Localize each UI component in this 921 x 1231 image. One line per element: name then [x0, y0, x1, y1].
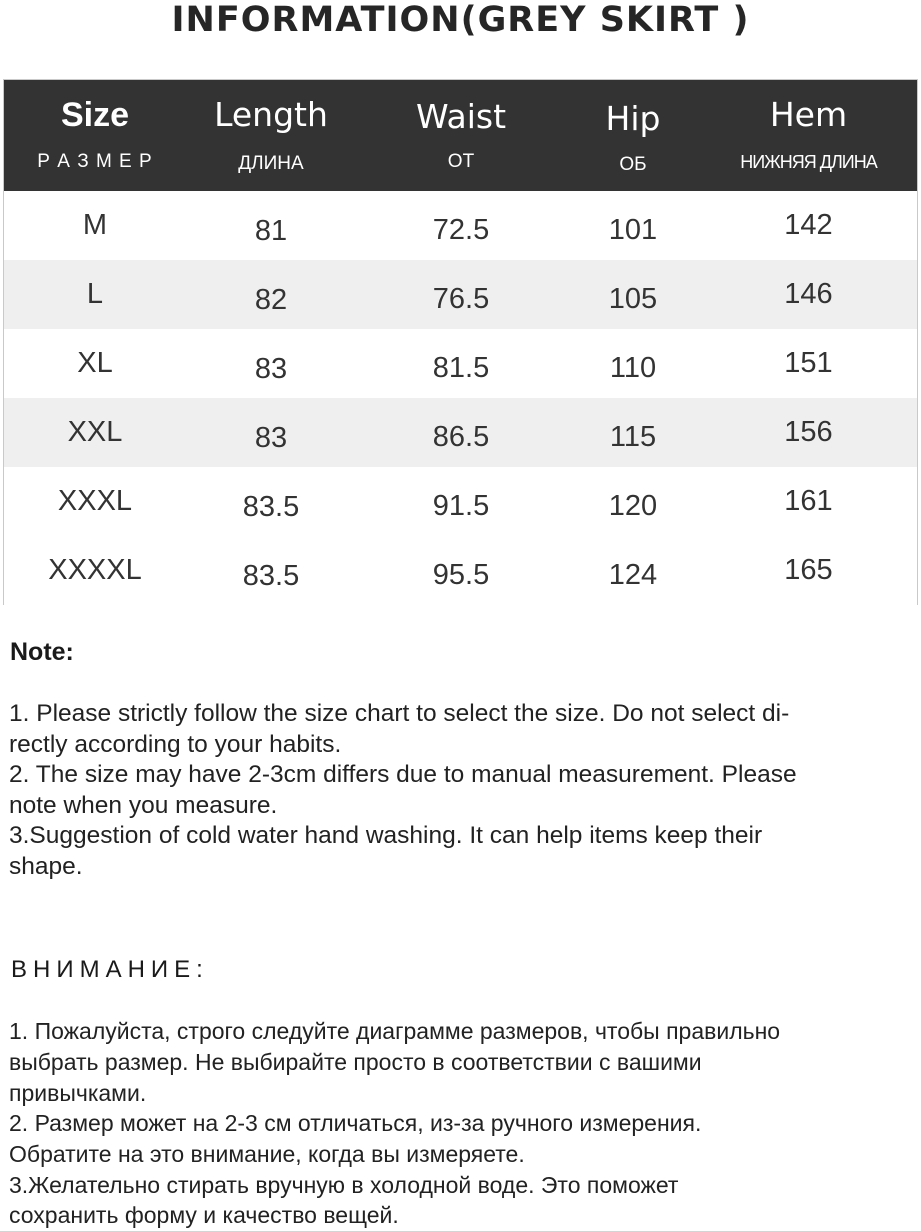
cell-size: XXXXL [48, 554, 142, 586]
header-size-label: Size [60, 96, 130, 134]
cell-hip: 120 [608, 490, 658, 522]
cell-hem: 146 [784, 278, 833, 310]
ru-note-line: 1. Пожалуйста, строго следуйте диаграмме размеров, чтобы правильно [9, 1018, 781, 1044]
note-line: rectly according to your habits. [9, 731, 342, 758]
ru-note-line: сохранить форму и качество вещей. [9, 1202, 399, 1228]
note-line: shape. [9, 853, 83, 880]
cell-size: XL [77, 347, 113, 379]
header-hem-ru: НИЖНЯЯ ДЛИНА [740, 152, 877, 172]
cell-length: 81 [254, 215, 288, 247]
cell-hem: 156 [784, 416, 833, 448]
cell-hip: 115 [609, 421, 657, 453]
cell-length: 83.5 [242, 491, 300, 523]
header-waist-label: Waist [415, 97, 507, 136]
header-hem-label: Hem [769, 95, 848, 134]
cell-hem: 151 [784, 347, 833, 379]
table-row [4, 467, 917, 536]
cell-waist: 76.5 [432, 283, 490, 315]
header-waist [356, 80, 566, 191]
note-line: note when you measure. [9, 792, 278, 819]
header-length-label: Length [214, 95, 328, 134]
cell-hip: 105 [608, 283, 658, 315]
cell-waist: 91.5 [432, 490, 490, 522]
cell-size: XXL [67, 416, 123, 448]
ru-note-line: привычками. [9, 1080, 147, 1106]
header-hem [700, 80, 917, 191]
cell-size: XXXL [57, 485, 133, 517]
table-row [4, 536, 917, 605]
cell-hip: 101 [608, 214, 658, 246]
header-hip-ru: ОБ [619, 154, 647, 175]
ru-note-heading: ВНИМАНИЕ: [11, 956, 209, 983]
cell-waist: 86.5 [432, 421, 490, 453]
header-hip-label: Hip [605, 99, 661, 138]
cell-hip: 110 [609, 352, 657, 384]
table-row [4, 260, 917, 329]
cell-waist: 81.5 [432, 352, 490, 384]
cell-hem: 142 [784, 209, 833, 241]
cell-hip: 124 [608, 559, 658, 591]
ru-note-line: Обратите на это внимание, когда вы измеряете. [9, 1141, 525, 1167]
cell-size: M [82, 209, 108, 241]
header-length-ru: ДЛИНА [238, 153, 304, 174]
header-size [4, 80, 186, 191]
table-header [4, 80, 917, 191]
note-line: 2. The size may have 2-3cm differs due to manual measurement. Please [9, 761, 797, 788]
note-line: 3.Suggestion of cold water hand washing. It can help items keep their [9, 822, 763, 849]
ru-note-line: выбрать размер. Не выбирайте просто в соответствии с вашими [9, 1049, 702, 1075]
header-waist-ru: ОТ [447, 151, 475, 172]
note-heading: Note: [10, 638, 74, 666]
header-size-ru: Р А З М Е Р [37, 151, 153, 172]
cell-length: 82 [254, 284, 288, 316]
table-row [4, 329, 917, 398]
size-chart-table [3, 79, 918, 605]
cell-hem: 161 [784, 485, 833, 517]
header-hip [566, 80, 700, 191]
cell-hem: 165 [784, 554, 833, 586]
cell-length: 83.5 [242, 560, 300, 592]
page-title: INFORMATION(GREY SKIRT ) [171, 0, 750, 40]
table-row [4, 398, 917, 467]
cell-length: 83 [254, 422, 288, 454]
cell-size: L [86, 278, 104, 310]
table-row [4, 191, 917, 260]
ru-note-line: 3.Желательно стирать вручную в холодной воде. Это поможет [9, 1172, 679, 1198]
note-line: 1. Please strictly follow the size chart to select the size. Do not select di- [9, 700, 790, 727]
cell-waist: 95.5 [432, 559, 490, 591]
ru-note-line: 2. Размер может на 2-3 см отличаться, из-за ручного измерения. [9, 1110, 702, 1136]
cell-length: 83 [254, 353, 288, 385]
header-length [186, 80, 356, 191]
cell-waist: 72.5 [432, 214, 490, 246]
